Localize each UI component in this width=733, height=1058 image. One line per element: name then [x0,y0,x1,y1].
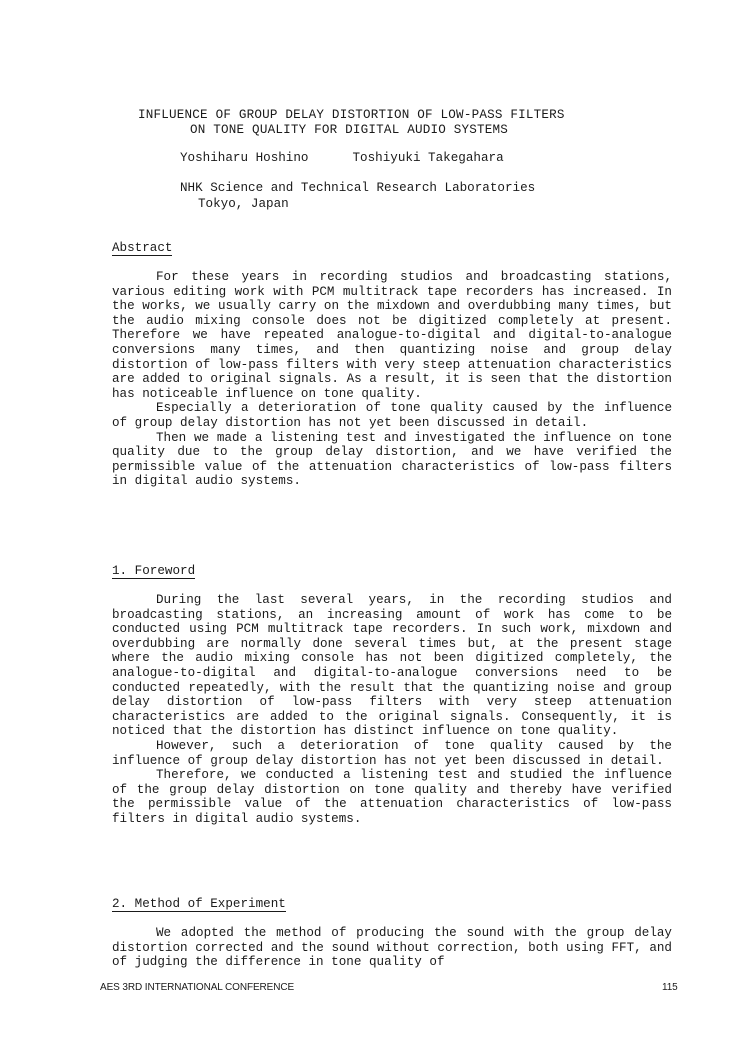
method-paragraph-1: We adopted the method of producing the sound with the group delay distortion corrected and the sound without correction, both using FFT, and of judging the difference in tone quality of [112,926,672,970]
abstract-section [112,241,672,489]
method-heading: 2. Method of Experiment [112,897,286,911]
footer-page-number: 115 [662,982,678,993]
foreword-paragraph-3: Therefore, we conducted a listening test and studied the influence of the group delay distortion on tone quality and thereby have verified the permissible value of the attenuation characteristics of low-pass filters in digital audio systems. [112,768,672,826]
foreword-paragraph-2: However, such a deterioration of tone quality caused by the influence of group delay distortion has not yet been discussed in detail. [112,738,672,768]
title-line-1: INFLUENCE OF GROUP DELAY DISTORTION OF LOW-PASS FILTERS [138,108,565,122]
abstract-paragraph-1: For these years in recording studios and broadcasting stations, various editing work with PCM multitrack tape recorders has increased. In the works, we usually carry on the mixdown and overdubbing many times, but the audio mixing console does not be digitized completely at present. Therefore we have repeated analogue-to-digital and digital-to-analogue conversions many times, and then quantizing noise and group delay distortion of low-pass filters with very steep attenuation characteristics are added to original signals. As a result, it is seen that the distortion has noticeable influence on tone quality. [112,270,672,401]
abstract-paragraph-3: Then we made a listening test and investigated the influence on tone quality due to the group delay distortion, and we have verified the permissible value of the attenuation characteristics of low-pass filters in digital audio systems. [112,430,672,489]
method-section [112,897,672,970]
foreword-body [112,593,672,827]
affiliation [180,181,535,212]
author-list [180,151,504,166]
footer-conference: AES 3RD INTERNATIONAL CONFERENCE [100,982,295,993]
affiliation-line-2: Tokyo, Japan [198,196,289,211]
abstract-paragraph-2: Especially a deterioration of tone quality caused by the influence of group delay distortion has not yet been discussed in detail. [112,401,672,430]
title-line-2: ON TONE QUALITY FOR DIGITAL AUDIO SYSTEMS [190,123,509,137]
abstract-heading: Abstract [112,241,173,255]
foreword-section [112,564,672,827]
affiliation-line-1: NHK Science and Technical Research Laboratories [180,181,536,195]
method-body [112,926,672,970]
author-1: Yoshiharu Hoshino [180,151,309,165]
paper-title [138,108,618,138]
abstract-body [112,270,672,489]
foreword-paragraph-1: During the last several years, in the recording studios and broadcasting stations, an increasing amount of work has come to be conducted using PCM multitrack tape recorders. In such work, mixdown and overdubbing are normally done several times but, at the present stage where the audio mixing console has not been digitized completely, the analogue-to-digital and digital-to-analogue conversions need to be conducted repeatedly, with the result that the quantizing noise and group delay distortion of low-pass filters with very steep attenuation characteristics are added to the original signals. Consequently, it is noticed that the distortion has distinct influence on tone quality. [112,593,672,739]
foreword-heading: 1. Foreword [112,564,196,578]
author-2: Toshiyuki Takegahara [352,151,504,165]
